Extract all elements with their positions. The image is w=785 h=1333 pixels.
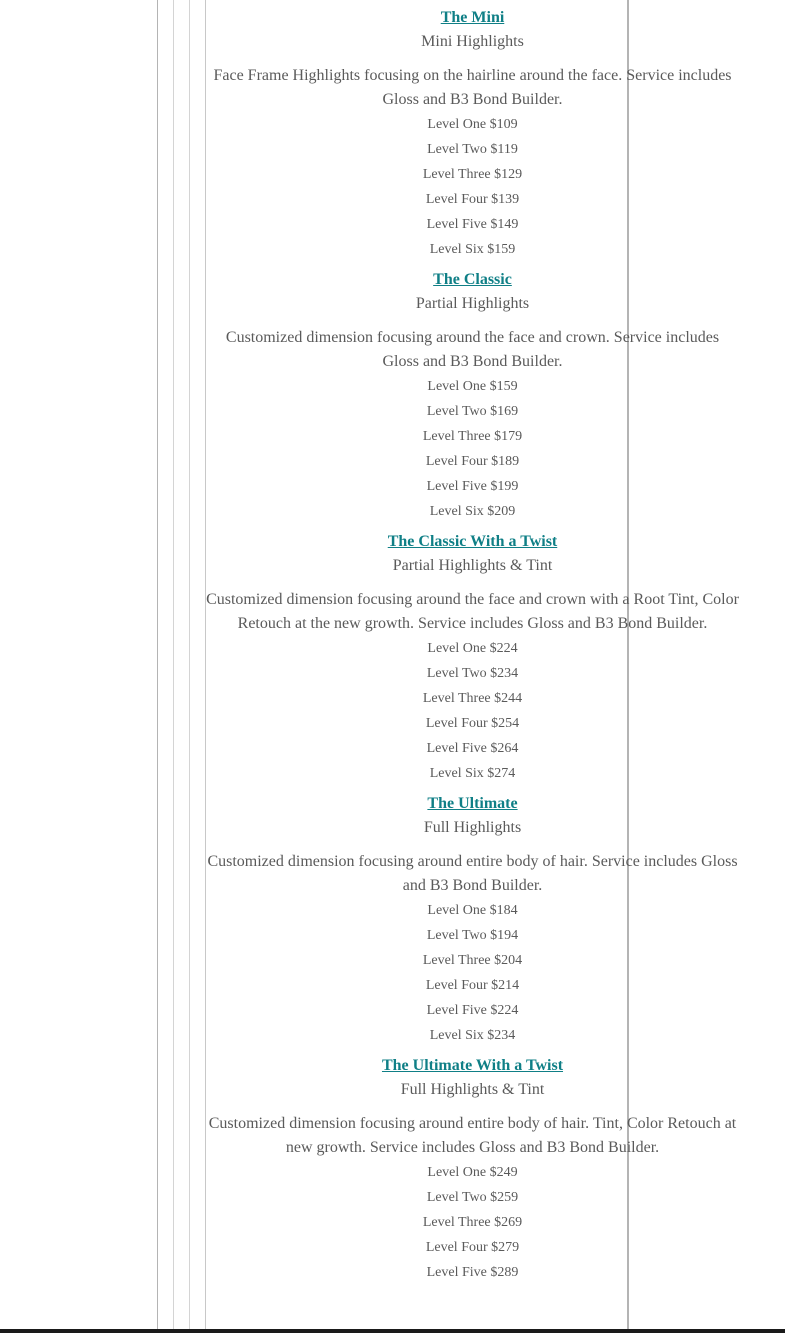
price-level: Level Four $214 [425,978,520,993]
price-level: Level Three $269 [422,1215,523,1230]
price-level: Level Four $254 [425,716,520,731]
price-level: Level Five $289 [426,1265,519,1280]
service-the-ultimate [206,792,739,1048]
services-panel [206,0,739,1329]
price-list [206,636,739,786]
price-level: Level Five $199 [426,479,519,494]
price-level: Level Three $244 [422,691,523,706]
service-description: Customized dimension focusing around entire body of hair. Tint, Color Retouch at new growth. Service includes Gloss and B3 Bond Builder. [208,1115,737,1156]
price-list [206,1160,739,1285]
price-level: Level Five $149 [426,217,519,232]
service-title-link[interactable]: The Ultimate [427,795,518,812]
service-description: Customized dimension focusing around entire body of hair. Service includes Gloss and B3 Bond Builder. [207,853,738,894]
service-title-link[interactable]: The Classic [433,271,512,288]
service-subtitle: Full Highlights [423,819,522,836]
services-list [206,0,739,1285]
service-title-link[interactable]: The Mini [440,9,505,26]
price-level: Level One $249 [427,1165,518,1180]
service-description: Customized dimension focusing around the face and crown. Service includes Gloss and B3 Bond Builder. [225,329,720,370]
price-level: Level Four $279 [425,1240,520,1255]
bottom-border [0,1329,785,1333]
price-level: Level Two $169 [426,404,519,419]
service-description: Customized dimension focusing around the face and crown with a Root Tint, Color Retouch at the new growth. Service includes Gloss and B3 Bond Builder. [206,591,739,632]
price-list [206,374,739,524]
price-level: Level One $159 [427,379,518,394]
service-title-link[interactable]: The Classic With a Twist [387,533,558,550]
price-level: Level Five $264 [426,741,519,756]
service-the-classic [206,268,739,524]
price-level: Level One $224 [427,641,518,656]
price-level: Level Six $209 [429,504,516,519]
price-level: Level One $109 [427,117,518,132]
price-level: Level Four $139 [425,192,520,207]
price-level: Level Six $159 [429,242,516,257]
frame-line-3 [189,0,190,1333]
price-list [206,898,739,1048]
service-subtitle: Partial Highlights & Tint [392,557,553,574]
service-the-ultimate-with-a-twist [206,1054,739,1285]
price-level: Level Four $189 [425,454,520,469]
frame-line-1 [157,0,158,1333]
frame-line-2 [173,0,174,1333]
price-level: Level Two $259 [426,1190,519,1205]
price-level: Level Six $274 [429,766,516,781]
price-level: Level Two $234 [426,666,519,681]
service-subtitle: Partial Highlights [415,295,530,312]
price-list [206,112,739,262]
price-level: Level Six $234 [429,1028,516,1043]
service-title-link[interactable]: The Ultimate With a Twist [381,1057,564,1074]
price-level: Level Two $194 [426,928,519,943]
price-level: Level Three $179 [422,429,523,444]
price-level: Level Three $129 [422,167,523,182]
service-the-mini [206,6,739,262]
service-description: Face Frame Highlights focusing on the hairline around the face. Service includes Gloss and B3 Bond Builder. [213,67,732,108]
price-level: Level Three $204 [422,953,523,968]
service-subtitle: Mini Highlights [421,33,524,50]
service-subtitle: Full Highlights & Tint [400,1081,545,1098]
service-the-classic-with-a-twist [206,530,739,786]
price-level: Level One $184 [427,903,518,918]
price-level: Level Five $224 [426,1003,519,1018]
price-level: Level Two $119 [427,142,518,157]
